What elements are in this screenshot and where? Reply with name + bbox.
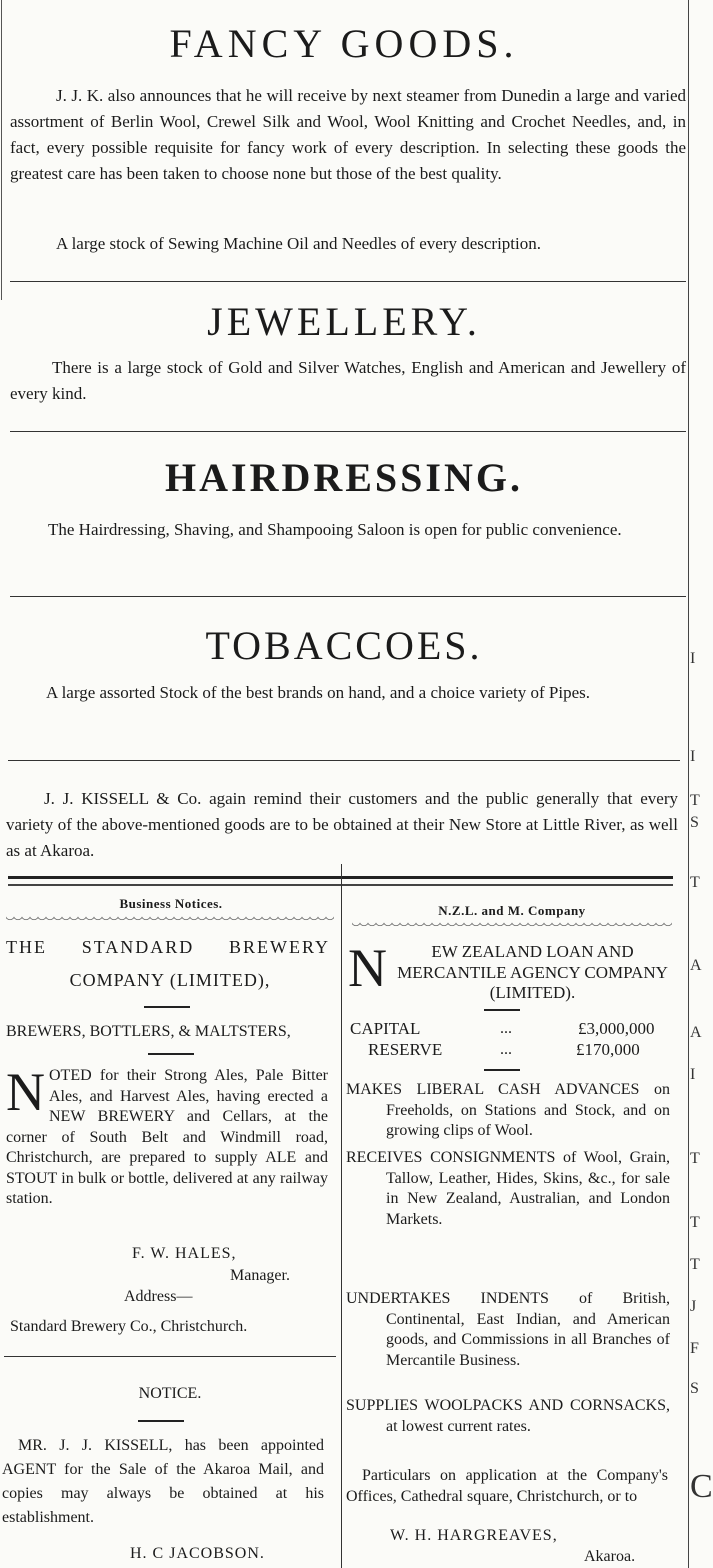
consignments-item: RECEIVES CONSIGNMENTS of Wool, Grain, Tallow, Leather, Hides, Skins, &c., for sale in New Zealand, Australian, and London Markets. (346, 1149, 670, 1228)
section-rule (10, 281, 686, 282)
brewery-name-line2: COMPANY (LIMITED), (69, 970, 271, 990)
indents-item: UNDERTAKES INDENTS of British, Continental, East Indian, and American goods, and Commissions in all Branches of Mercantile Business. (346, 1290, 670, 1369)
margin-letter: T (690, 792, 700, 809)
drop-cap-n: N (348, 938, 387, 998)
advances-item: MAKES LIBERAL CASH ADVANCES on Freeholds, on Stations and Stock, and on growing clips of Wool. (346, 1081, 670, 1139)
capital-dots: ... (500, 1020, 512, 1037)
brewery-address-label: Address— (124, 1288, 193, 1305)
reserve-dots: ... (500, 1041, 512, 1058)
fancy-goods-paragraph: J. J. K. also announces that he will receive by next steamer from Dunedin a large and varied assortment of Berlin Wool, Crewel Silk and Wool, Wool Knitting and Crochet Needles, and, in fact, every possible requisite for fancy work of every description. In selecting these goods the greatest care has been taken to choose none but those of the best quality. (10, 86, 686, 183)
company-name (348, 938, 674, 1004)
section-rule (10, 431, 686, 432)
jewellery-heading: JEWELLERY. (207, 299, 481, 344)
capital-label: CAPITAL (350, 1019, 421, 1038)
brewery-manager: Manager. (230, 1267, 290, 1284)
margin-letter: S (690, 1380, 699, 1397)
margin-letter: C (690, 1468, 713, 1505)
notice-text: MR. J. J. KISSELL, has been appointed AGENT for the Sale of the Akaroa Mail, and copies may always be obtained at his establishment. (2, 1437, 324, 1526)
reserve-label: RESERVE (368, 1040, 443, 1059)
short-rule (484, 1069, 520, 1071)
short-rule (144, 1006, 190, 1008)
section-rule (8, 760, 680, 761)
margin-letter: A (690, 957, 702, 974)
margin-letter: I (690, 1066, 696, 1083)
fancy-goods-oil-paragraph: A large stock of Sewing Machine Oil and Needles of every description. (56, 234, 541, 253)
drop-cap-n: N (6, 1062, 45, 1122)
margin-letter: I (690, 650, 696, 667)
reserve-value: £170,000 (576, 1040, 640, 1059)
hairdressing-paragraph: The Hairdressing, Shaving, and Shampooing Saloon is open for public convenience. (48, 520, 622, 539)
margin-letter: I (690, 748, 696, 765)
tobaccoes-paragraph: A large assorted Stock of the best brands on hand, and a choice variety of Pipes. (46, 683, 591, 702)
notice-title: NOTICE. (138, 1385, 202, 1402)
brewery-signature: F. W. HALES, (132, 1245, 237, 1262)
margin-letter: S (690, 814, 699, 831)
margin-letter: J (690, 1298, 697, 1315)
wavy-rule (352, 922, 672, 928)
jewellery-paragraph: There is a large stock of Gold and Silver Watches, English and American and Jewellery of every kind. (10, 358, 686, 403)
nzl-company-head: N.Z.L. and M. Company (438, 903, 586, 918)
notice-signature: H. C JACOBSON. (130, 1545, 265, 1562)
margin-letter: A (690, 1024, 702, 1041)
kissell-paragraph: J. J. KISSELL & Co. again remind their customers and the public generally that every variety of the above-mentioned goods are to be obtained at their New Store at Little River, as well as at Akaroa. (6, 789, 678, 860)
company-place: Akaroa. (584, 1548, 636, 1565)
brewery-notice-text: OTED for their Strong Ales, Pale Bitter Ales, and Harvest Ales, having erected a NEW BREWERY and Cellars, at the corner of South Belt and Windmill road, Christchurch, are prepared to supply ALE and STOUT in bulk or bottle, delivered at any railway station. (6, 1067, 328, 1207)
brewery-name-line1: THE STANDARD BREWERY (6, 937, 330, 957)
section-rule (4, 1356, 336, 1357)
wavy-rule (6, 916, 334, 922)
adjacent-column-fragment (690, 0, 713, 1568)
company-name-text: EW ZEALAND LOAN AND MERCANTILE AGENCY COMPANY (LIMITED). (397, 942, 668, 1002)
short-rule (148, 1053, 194, 1055)
short-rule (138, 1420, 184, 1422)
margin-letter: T (690, 1150, 700, 1167)
column-border (688, 0, 689, 1568)
brewery-notice (6, 1062, 328, 1210)
company-signature: W. H. HARGREAVES, (390, 1527, 558, 1544)
brewery-address: Standard Brewery Co., Christchurch. (10, 1318, 248, 1335)
margin-letter: F (690, 1340, 699, 1357)
margin-letter: T (690, 1256, 700, 1273)
woolpacks-item: SUPPLIES WOOLPACKS AND CORNSACKS, at lowest current rates. (346, 1397, 670, 1435)
particulars-text: Particulars on application at the Company's Offices, Cathedral square, Christchurch, or to (346, 1467, 668, 1505)
column-divider (341, 864, 342, 1568)
margin-letter: T (690, 874, 700, 891)
margin-letter: T (690, 1214, 700, 1231)
short-rule (484, 1009, 520, 1011)
brewers-line: BREWERS, BOTTLERS, & MALTSTERS, (6, 1023, 291, 1040)
fancy-goods-heading: FANCY GOODS. (169, 21, 519, 66)
business-notices-head: Business Notices. (119, 896, 223, 911)
hairdressing-heading: HAIRDRESSING. (165, 455, 523, 500)
tobaccoes-heading: TOBACCOES. (205, 623, 483, 668)
capital-value: £3,000,000 (578, 1019, 655, 1038)
section-rule (10, 596, 686, 597)
